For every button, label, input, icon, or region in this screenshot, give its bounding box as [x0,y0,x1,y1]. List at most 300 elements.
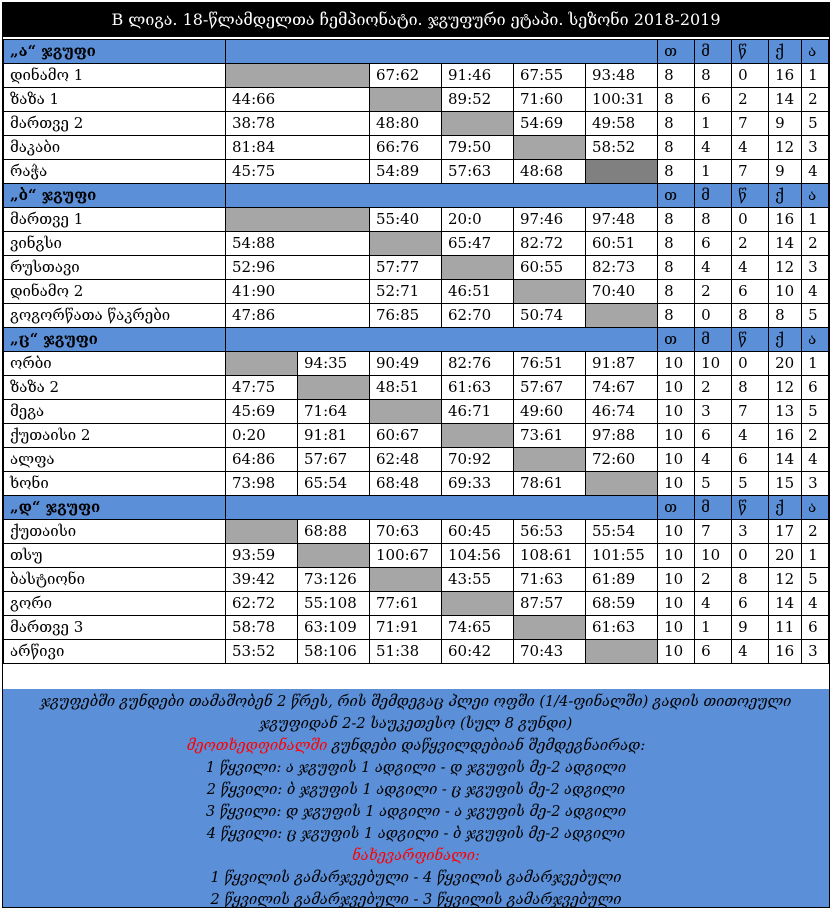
result-cell: 71:63 [514,568,586,592]
stat-cell: 8 [695,208,732,232]
result-cell: 47:75 [226,376,298,400]
result-cell: 82:73 [586,256,658,280]
team-row [4,208,829,232]
result-cell: 79:50 [442,136,514,160]
stat-header: მ [695,496,732,520]
result-cell: 67:55 [514,64,586,88]
result-cell: 54:89 [370,160,442,184]
result-cell [586,472,658,496]
stat-cell: 7 [695,520,732,544]
stat-header: წ [732,40,769,64]
stat-cell: 16 [769,640,802,664]
result-cell: 57:67 [298,448,370,472]
stat-header: ა [802,40,829,64]
stat-cell: 2 [732,232,769,256]
result-cell: 71:91 [370,616,442,640]
result-cell: 73:61 [514,424,586,448]
page-title: B ლიგა. 18-წლამდელთა ჩემპიონატი. ჯგუფური ეტაპი. სეზონი 2018-2019 [3,3,829,37]
stat-cell: 4 [695,256,732,280]
stat-cell: 4 [802,280,829,304]
pair-line: 4 წყვილი: ც ჯგუფის 1 ადგილი - ბ ჯგუფის მე-2 ადგილი [206,826,626,842]
stat-cell: 8 [658,232,695,256]
result-cell: 90:49 [370,352,442,376]
stat-cell: 10 [695,352,732,376]
stat-cell: 10 [658,520,695,544]
team-row [4,304,829,328]
stat-header: ა [802,328,829,352]
stat-cell: 1 [802,352,829,376]
result-cell: 68:88 [298,520,370,544]
team-row [4,376,829,400]
group-name: „ბ“ ჯგუფი [4,184,226,208]
result-cell: 64:86 [226,448,298,472]
result-cell: 53:52 [226,640,298,664]
result-cell: 97:46 [514,208,586,232]
result-cell: 82:76 [442,352,514,376]
result-cell: 77:61 [370,592,442,616]
result-cell: 87:57 [514,592,586,616]
team-name: მართვე 2 [4,112,226,136]
stat-cell: 1 [695,112,732,136]
stat-cell: 8 [658,160,695,184]
result-cell: 60:51 [586,232,658,256]
group-header-blank [226,496,658,520]
stat-cell: 3 [695,400,732,424]
team-name: ვინგსი [4,232,226,256]
team-name: მართვე 3 [4,616,226,640]
result-cell: 20:0 [442,208,514,232]
team-name: ბასტიონი [4,568,226,592]
result-cell [442,424,514,448]
stat-cell: 12 [769,376,802,400]
stat-cell: 4 [802,592,829,616]
quarterfinal-label: მეოთხედფინალში [186,738,328,754]
stat-cell: 0 [732,64,769,88]
stat-cell: 9 [769,160,802,184]
stat-cell: 16 [769,424,802,448]
standings-table [3,39,829,664]
result-cell [226,208,370,232]
result-cell: 60:42 [442,640,514,664]
stat-cell: 6 [802,376,829,400]
result-cell: 57:77 [370,256,442,280]
stat-cell: 6 [732,280,769,304]
stat-cell: 0 [732,352,769,376]
team-row [4,616,829,640]
stat-cell: 4 [802,448,829,472]
stat-cell: 10 [658,568,695,592]
stat-cell: 20 [769,352,802,376]
stat-cell: 4 [695,448,732,472]
team-row [4,64,829,88]
stat-cell: 0 [695,304,732,328]
result-cell: 47:86 [226,304,370,328]
stat-cell: 4 [695,136,732,160]
team-row [4,136,829,160]
result-cell: 71:60 [514,88,586,112]
result-cell: 70:63 [370,520,442,544]
stat-cell: 10 [658,472,695,496]
quarterfinal-heading [3,735,829,757]
stat-cell: 8 [658,256,695,280]
stat-cell: 2 [695,376,732,400]
result-cell: 74:65 [442,616,514,640]
stat-cell: 12 [769,136,802,160]
stat-cell: 14 [769,88,802,112]
stat-cell: 6 [802,616,829,640]
stat-header: ქ [769,496,802,520]
result-cell: 108:61 [514,544,586,568]
stat-header: თ [658,328,695,352]
result-cell: 50:74 [514,304,586,328]
stat-cell: 10 [658,640,695,664]
stat-cell: 5 [732,472,769,496]
stat-cell: 1 [695,160,732,184]
result-cell: 55:54 [586,520,658,544]
team-name: მართვე 1 [4,208,226,232]
stat-cell: 2 [802,232,829,256]
result-cell: 60:45 [442,520,514,544]
stat-cell: 8 [658,304,695,328]
result-cell: 48:80 [370,112,442,136]
result-cell: 97:48 [586,208,658,232]
team-name: დინამო 2 [4,280,226,304]
stat-cell: 8 [732,304,769,328]
stat-header: მ [695,184,732,208]
result-cell [514,448,586,472]
result-cell: 73:98 [226,472,298,496]
result-cell: 52:96 [226,256,370,280]
stat-cell: 4 [732,136,769,160]
stat-cell: 20 [769,544,802,568]
stat-cell: 3 [802,472,829,496]
result-cell [514,136,586,160]
team-row [4,568,829,592]
stat-cell: 3 [802,640,829,664]
stat-cell: 2 [802,88,829,112]
stat-header: წ [732,184,769,208]
result-cell: 58:78 [226,616,298,640]
team-row [4,400,829,424]
stat-cell: 1 [802,208,829,232]
result-cell: 48:51 [370,376,442,400]
team-row [4,640,829,664]
stat-cell: 11 [769,616,802,640]
result-cell: 89:52 [442,88,514,112]
team-name: ქუთაისი 2 [4,424,226,448]
stat-cell: 8 [658,112,695,136]
result-cell [370,232,442,256]
stat-cell: 14 [769,232,802,256]
team-name: ქუთაისი [4,520,226,544]
result-cell: 68:59 [586,592,658,616]
team-row [4,352,829,376]
semi-pair-line: 1 წყვილის გამარჯვებული - 4 წყვილის გამარჯვებული [210,870,622,886]
result-cell: 100:67 [370,544,442,568]
stat-cell: 8 [695,64,732,88]
stat-cell: 8 [658,208,695,232]
stat-cell: 9 [732,616,769,640]
group-name: „დ“ ჯგუფი [4,496,226,520]
result-cell: 70:92 [442,448,514,472]
stat-cell: 10 [658,352,695,376]
stat-cell: 7 [732,160,769,184]
result-cell: 62:72 [226,592,298,616]
result-cell: 61:63 [586,616,658,640]
result-cell: 69:33 [442,472,514,496]
result-cell [226,352,298,376]
team-row [4,160,829,184]
stat-cell: 3 [802,256,829,280]
result-cell [298,376,370,400]
team-row [4,544,829,568]
stat-header: მ [695,40,732,64]
stat-header: წ [732,328,769,352]
stat-header: ქ [769,184,802,208]
stat-cell: 2 [802,520,829,544]
stat-header: თ [658,496,695,520]
result-cell: 55:40 [370,208,442,232]
result-cell [442,112,514,136]
result-cell [586,160,658,184]
result-cell: 91:87 [586,352,658,376]
group-header-blank [226,328,658,352]
stat-cell: 14 [769,592,802,616]
team-row [4,88,829,112]
stat-cell: 4 [732,256,769,280]
result-cell: 46:74 [586,400,658,424]
team-row [4,256,829,280]
result-cell: 52:71 [370,280,442,304]
result-cell: 82:72 [514,232,586,256]
result-cell: 70:40 [586,280,658,304]
result-cell: 94:35 [298,352,370,376]
team-row [4,448,829,472]
result-cell: 51:38 [370,640,442,664]
team-row [4,424,829,448]
stat-cell: 0 [732,208,769,232]
team-name: ზაზა 1 [4,88,226,112]
notes-line: ჯგუფებში გუნდები თამაშობენ 2 წრეს, რის შემდეგაც პლეი ოფში (1/4-ფინალში) გადის თითოეული [40,694,792,710]
stat-cell: 3 [732,520,769,544]
result-cell [226,520,298,544]
result-cell: 41:90 [226,280,370,304]
stat-cell: 8 [658,280,695,304]
result-cell: 76:85 [370,304,442,328]
result-cell: 46:71 [442,400,514,424]
group-name: „ც“ ჯგუფი [4,328,226,352]
stat-header: ა [802,184,829,208]
group-header-row [4,328,829,352]
result-cell: 61:89 [586,568,658,592]
stat-cell: 2 [802,424,829,448]
stat-header: მ [695,328,732,352]
team-name: ალფა [4,448,226,472]
standings-sheet [2,2,830,908]
stat-cell: 6 [695,424,732,448]
stat-cell: 10 [658,592,695,616]
result-cell: 78:61 [514,472,586,496]
stat-cell: 5 [802,400,829,424]
stat-cell: 2 [695,280,732,304]
semifinal-label: ნახევარფინალი: [352,848,480,864]
result-cell: 43:55 [442,568,514,592]
group-header-row [4,496,829,520]
team-name: მეგა [4,400,226,424]
stat-cell: 8 [658,88,695,112]
rules-notes [3,689,829,907]
result-cell: 57:67 [514,376,586,400]
result-cell [514,616,586,640]
stat-cell: 10 [658,448,695,472]
result-cell: 70:43 [514,640,586,664]
stat-cell: 15 [769,472,802,496]
result-cell: 63:109 [298,616,370,640]
stat-cell: 5 [695,472,732,496]
stat-cell: 10 [658,376,695,400]
result-cell: 104:56 [442,544,514,568]
team-row [4,232,829,256]
stat-cell: 7 [732,112,769,136]
stat-cell: 8 [732,568,769,592]
result-cell: 0:20 [226,424,298,448]
team-row [4,280,829,304]
result-cell: 56:53 [514,520,586,544]
result-cell: 49:58 [586,112,658,136]
result-cell: 48:68 [514,160,586,184]
result-cell: 100:31 [586,88,658,112]
result-cell: 93:48 [586,64,658,88]
result-cell: 58:106 [298,640,370,664]
result-cell: 44:66 [226,88,370,112]
stat-cell: 8 [769,304,802,328]
stat-cell: 12 [769,256,802,280]
stat-cell: 2 [695,568,732,592]
result-cell [586,640,658,664]
result-cell: 66:76 [370,136,442,160]
pair-line: 1 წყვილი: ა ჯგუფის 1 ადგილი - დ ჯგუფის მე-2 ადგილი [205,760,627,776]
result-cell: 54:88 [226,232,370,256]
stat-cell: 10 [658,616,695,640]
group-header-row [4,40,829,64]
stat-cell: 1 [802,64,829,88]
stat-header: წ [732,496,769,520]
result-cell: 61:63 [442,376,514,400]
result-cell: 71:64 [298,400,370,424]
stat-cell: 14 [769,448,802,472]
stat-cell: 10 [658,424,695,448]
stat-cell: 8 [732,376,769,400]
result-cell: 81:84 [226,136,370,160]
stat-cell: 6 [695,88,732,112]
result-cell: 45:75 [226,160,370,184]
result-cell: 97:88 [586,424,658,448]
stat-cell: 16 [769,208,802,232]
result-cell: 93:59 [226,544,298,568]
stat-header: ქ [769,328,802,352]
stat-cell: 12 [769,568,802,592]
stat-cell: 4 [802,160,829,184]
stat-cell: 0 [732,544,769,568]
stat-cell: 1 [802,544,829,568]
result-cell [586,304,658,328]
stat-cell: 13 [769,400,802,424]
team-row [4,112,829,136]
stat-header: თ [658,40,695,64]
team-name: დინამო 1 [4,64,226,88]
stat-cell: 10 [695,544,732,568]
stat-cell: 10 [769,280,802,304]
stat-cell: 5 [802,304,829,328]
result-cell [370,88,442,112]
result-cell [442,592,514,616]
result-cell: 58:52 [586,136,658,160]
stat-cell: 10 [658,544,695,568]
stat-header: ა [802,496,829,520]
result-cell: 72:60 [586,448,658,472]
stat-cell: 7 [732,400,769,424]
group-header-blank [226,40,658,64]
result-cell [298,544,370,568]
stat-cell: 8 [658,64,695,88]
stat-cell: 8 [658,136,695,160]
stat-cell: 3 [802,136,829,160]
result-cell: 57:63 [442,160,514,184]
result-cell: 65:54 [298,472,370,496]
team-row [4,592,829,616]
result-cell: 67:62 [370,64,442,88]
team-name: ხონი [4,472,226,496]
stat-cell: 6 [695,640,732,664]
stat-cell: 9 [769,112,802,136]
result-cell: 65:47 [442,232,514,256]
stat-cell: 5 [802,568,829,592]
result-cell [370,400,442,424]
result-cell: 60:67 [370,424,442,448]
team-name: რუსთავი [4,256,226,280]
team-name: ზაზა 2 [4,376,226,400]
semi-pair-line: 2 წყვილის გამარჯვებული - 3 წყვილის გამარჯვებული [210,892,622,908]
result-cell: 73:126 [298,568,370,592]
team-name: რაჭა [4,160,226,184]
stat-cell: 17 [769,520,802,544]
stat-cell: 6 [695,232,732,256]
result-cell: 49:60 [514,400,586,424]
stat-cell: 10 [658,400,695,424]
team-name: ორბი [4,352,226,376]
result-cell: 60:55 [514,256,586,280]
result-cell [370,568,442,592]
team-row [4,472,829,496]
group-header-row [4,184,829,208]
stat-cell: 6 [732,592,769,616]
team-name: გოგორწათა წაკრები [4,304,226,328]
team-name: თსუ [4,544,226,568]
result-cell: 54:69 [514,112,586,136]
pair-line: 3 წყვილი: დ ჯგუფის 1 ადგილი - ა ჯგუფის მე-2 ადგილი [205,804,627,820]
result-cell: 62:70 [442,304,514,328]
group-header-blank [226,184,658,208]
result-cell: 39:42 [226,568,298,592]
result-cell: 76:51 [514,352,586,376]
result-cell: 38:78 [226,112,370,136]
result-cell [514,280,586,304]
result-cell [226,64,370,88]
stat-cell: 4 [732,640,769,664]
stat-cell: 16 [769,64,802,88]
result-cell: 62:48 [370,448,442,472]
team-name: მაკაბი [4,136,226,160]
